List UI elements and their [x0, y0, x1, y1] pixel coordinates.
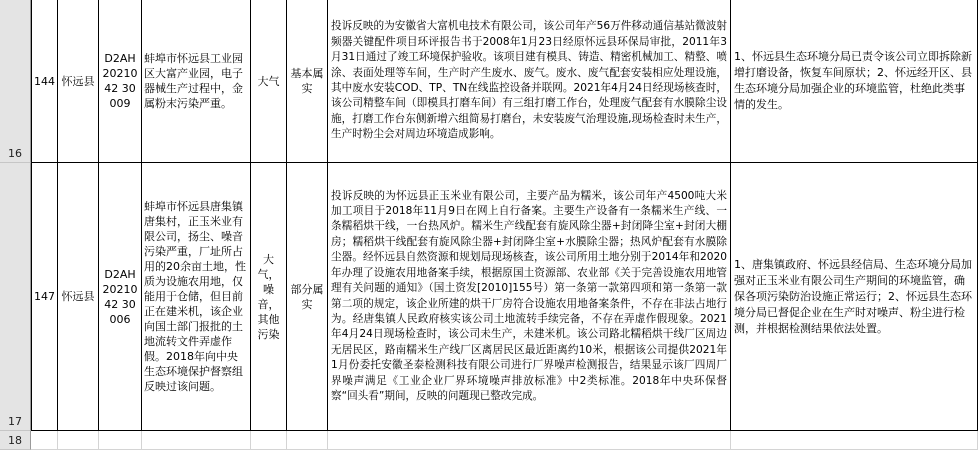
cell-text: 部分属实 — [290, 282, 324, 311]
cell-investigation[interactable] — [328, 163, 731, 431]
cell-type[interactable] — [251, 163, 287, 431]
cell-code[interactable] — [99, 163, 142, 431]
empty-cell[interactable] — [58, 431, 99, 450]
cell-county[interactable] — [58, 0, 99, 163]
cell-no[interactable] — [31, 163, 58, 431]
cell-text: D2AH2021042 30009 — [102, 52, 138, 110]
cell-type[interactable] — [251, 0, 287, 163]
cell-measures[interactable] — [731, 0, 978, 163]
cell-no[interactable] — [31, 0, 58, 163]
empty-cell[interactable] — [328, 431, 731, 450]
cell-text: 怀远县 — [61, 290, 95, 303]
cell-text: 1、唐集镇政府、怀远县经信局、生态环境分局加强对正玉米业有限公司生产期间的环境监管，确保各项污染防治设施正常运行；2、怀远县生态环境分局已督促企业在生产时对噪声、粉尘进行检测，并根据检测结果依法处置。 — [734, 257, 972, 335]
cell-issue[interactable] — [142, 0, 251, 163]
cell-text: 144 — [34, 74, 55, 88]
cell-text: 147 — [34, 290, 55, 303]
row-header-18[interactable] — [0, 431, 31, 450]
row-header-17[interactable] — [0, 163, 31, 431]
cell-status[interactable] — [287, 0, 328, 163]
empty-cell[interactable] — [287, 431, 328, 450]
row-number: 17 — [8, 415, 22, 428]
cell-text: 基本属实 — [290, 67, 324, 95]
cell-text: 1、怀远县生态环境分局已责令该公司立即拆除新增打磨设备，恢复车间原状；2、怀远经开区、县生态环境分局加强企业的环境监管，杜绝此类事情的发生。 — [734, 50, 972, 111]
empty-cell[interactable] — [99, 431, 142, 450]
empty-cell[interactable] — [31, 431, 58, 450]
cell-text: 怀远县 — [61, 74, 95, 88]
cell-text: 大气 — [257, 74, 280, 88]
cell-county[interactable] — [58, 163, 99, 431]
row-number: 16 — [8, 147, 22, 160]
cell-status[interactable] — [287, 163, 328, 431]
empty-cell[interactable] — [731, 431, 978, 450]
empty-cell[interactable] — [251, 431, 287, 450]
empty-cell[interactable] — [142, 431, 251, 450]
cell-issue[interactable] — [142, 163, 251, 431]
cell-text: 投诉反映的为怀远县正玉米业有限公司，主要产品为糯米，该公司年产4500吨大米加工项目于2018年11月9日在网上自行备案。主要生产设备有一条糯米生产线、一条糯稻烘干线，一台热风炉。糯米生产线配套有旋风除尘器+封闭降尘室+封闭大棚房；糯稻烘干线配套有旋风除尘器+封闭降尘室+水膜除尘器；热风炉配套有水膜除尘器。经怀远县自然资源和规划局现场核查，该公司所用土地分别于2014年和2020年办理了设施农用地备案手续，根据原国土资源部、农业部《关于完善设施农用地管理有关问题的通知》（国土资发[2010]155号）第一条第一款第四项和第一条第一款第二项的规定，该企业所建的烘干厂房符合设施农用地备案条件，不存在非法占地行为。经唐集镇人民政府核实该公司土地流转手续完备，不存在弄虚作假现象。2021年4月24日现场检查时，该公司未生产，未建米机。该公司路北糯稻烘干线厂区周边无居民区，路南糯米生产线厂区离居民区最近距离约10米，根据该公司提供2021年1月份委托安徽圣泰检测科技有限公司进行厂界噪声检测报告，结果显示该厂四周厂界噪声满足《工业企业厂界环境噪声排放标准》中2类标准。2018年中央环保督察“回头看”期间，反映的问题现已整改完成。 — [331, 189, 727, 402]
cell-measures[interactable] — [731, 163, 978, 431]
cell-investigation[interactable] — [328, 0, 731, 163]
cell-text: 蚌埠市怀远县工业园区大富产业园，电子器械生产过程中，金属粉末污染严重。 — [144, 52, 243, 110]
row-header-16[interactable] — [0, 0, 31, 163]
cell-text: 蚌埠市怀远县唐集镇唐集村，正玉米业有限公司，扬尘、噪音污染严重，厂址所占用的20余亩土地，性质为设施农用地，仅能用于仓储，但目前正在建米机，该企业向国土部门报批的土地流转文件弄虚作假。2018年向中央生态环境保护督察组反映过该问题。 — [144, 200, 246, 393]
cell-text: D2AH2021042 30006 — [102, 267, 138, 326]
cell-text: 投诉反映的为安徽省大富机电技术有限公司，该公司年产56万件移动通信基站微波射频器关键配件项目环评报告书于2008年1月23日经原怀远县环保局审批，2011年3月31日通过了竣工环境保护验收。该项目建有模具、铸造、精密机械加工、精整、喷涂、表面处理等车间，生产时产生废水、废气。废水、废气配套安装相应处理设施，其中废水安装COD、TP、TN在线监控设备并联网。2021年4月24日经现场核查时，该公司精整车间（即模具打磨车间）有三组打磨工作台，处理废气配套有水膜除尘设施，打磨工作台东侧新增六组简易打磨台，未安装废气治理设施,现场检查时未生产，生产时粉尘会对周边环境造成影响。 — [331, 20, 727, 141]
cell-text: 大气，噪音，其他污染 — [257, 252, 280, 341]
cell-code[interactable] — [99, 0, 142, 163]
row-number: 18 — [8, 434, 22, 447]
